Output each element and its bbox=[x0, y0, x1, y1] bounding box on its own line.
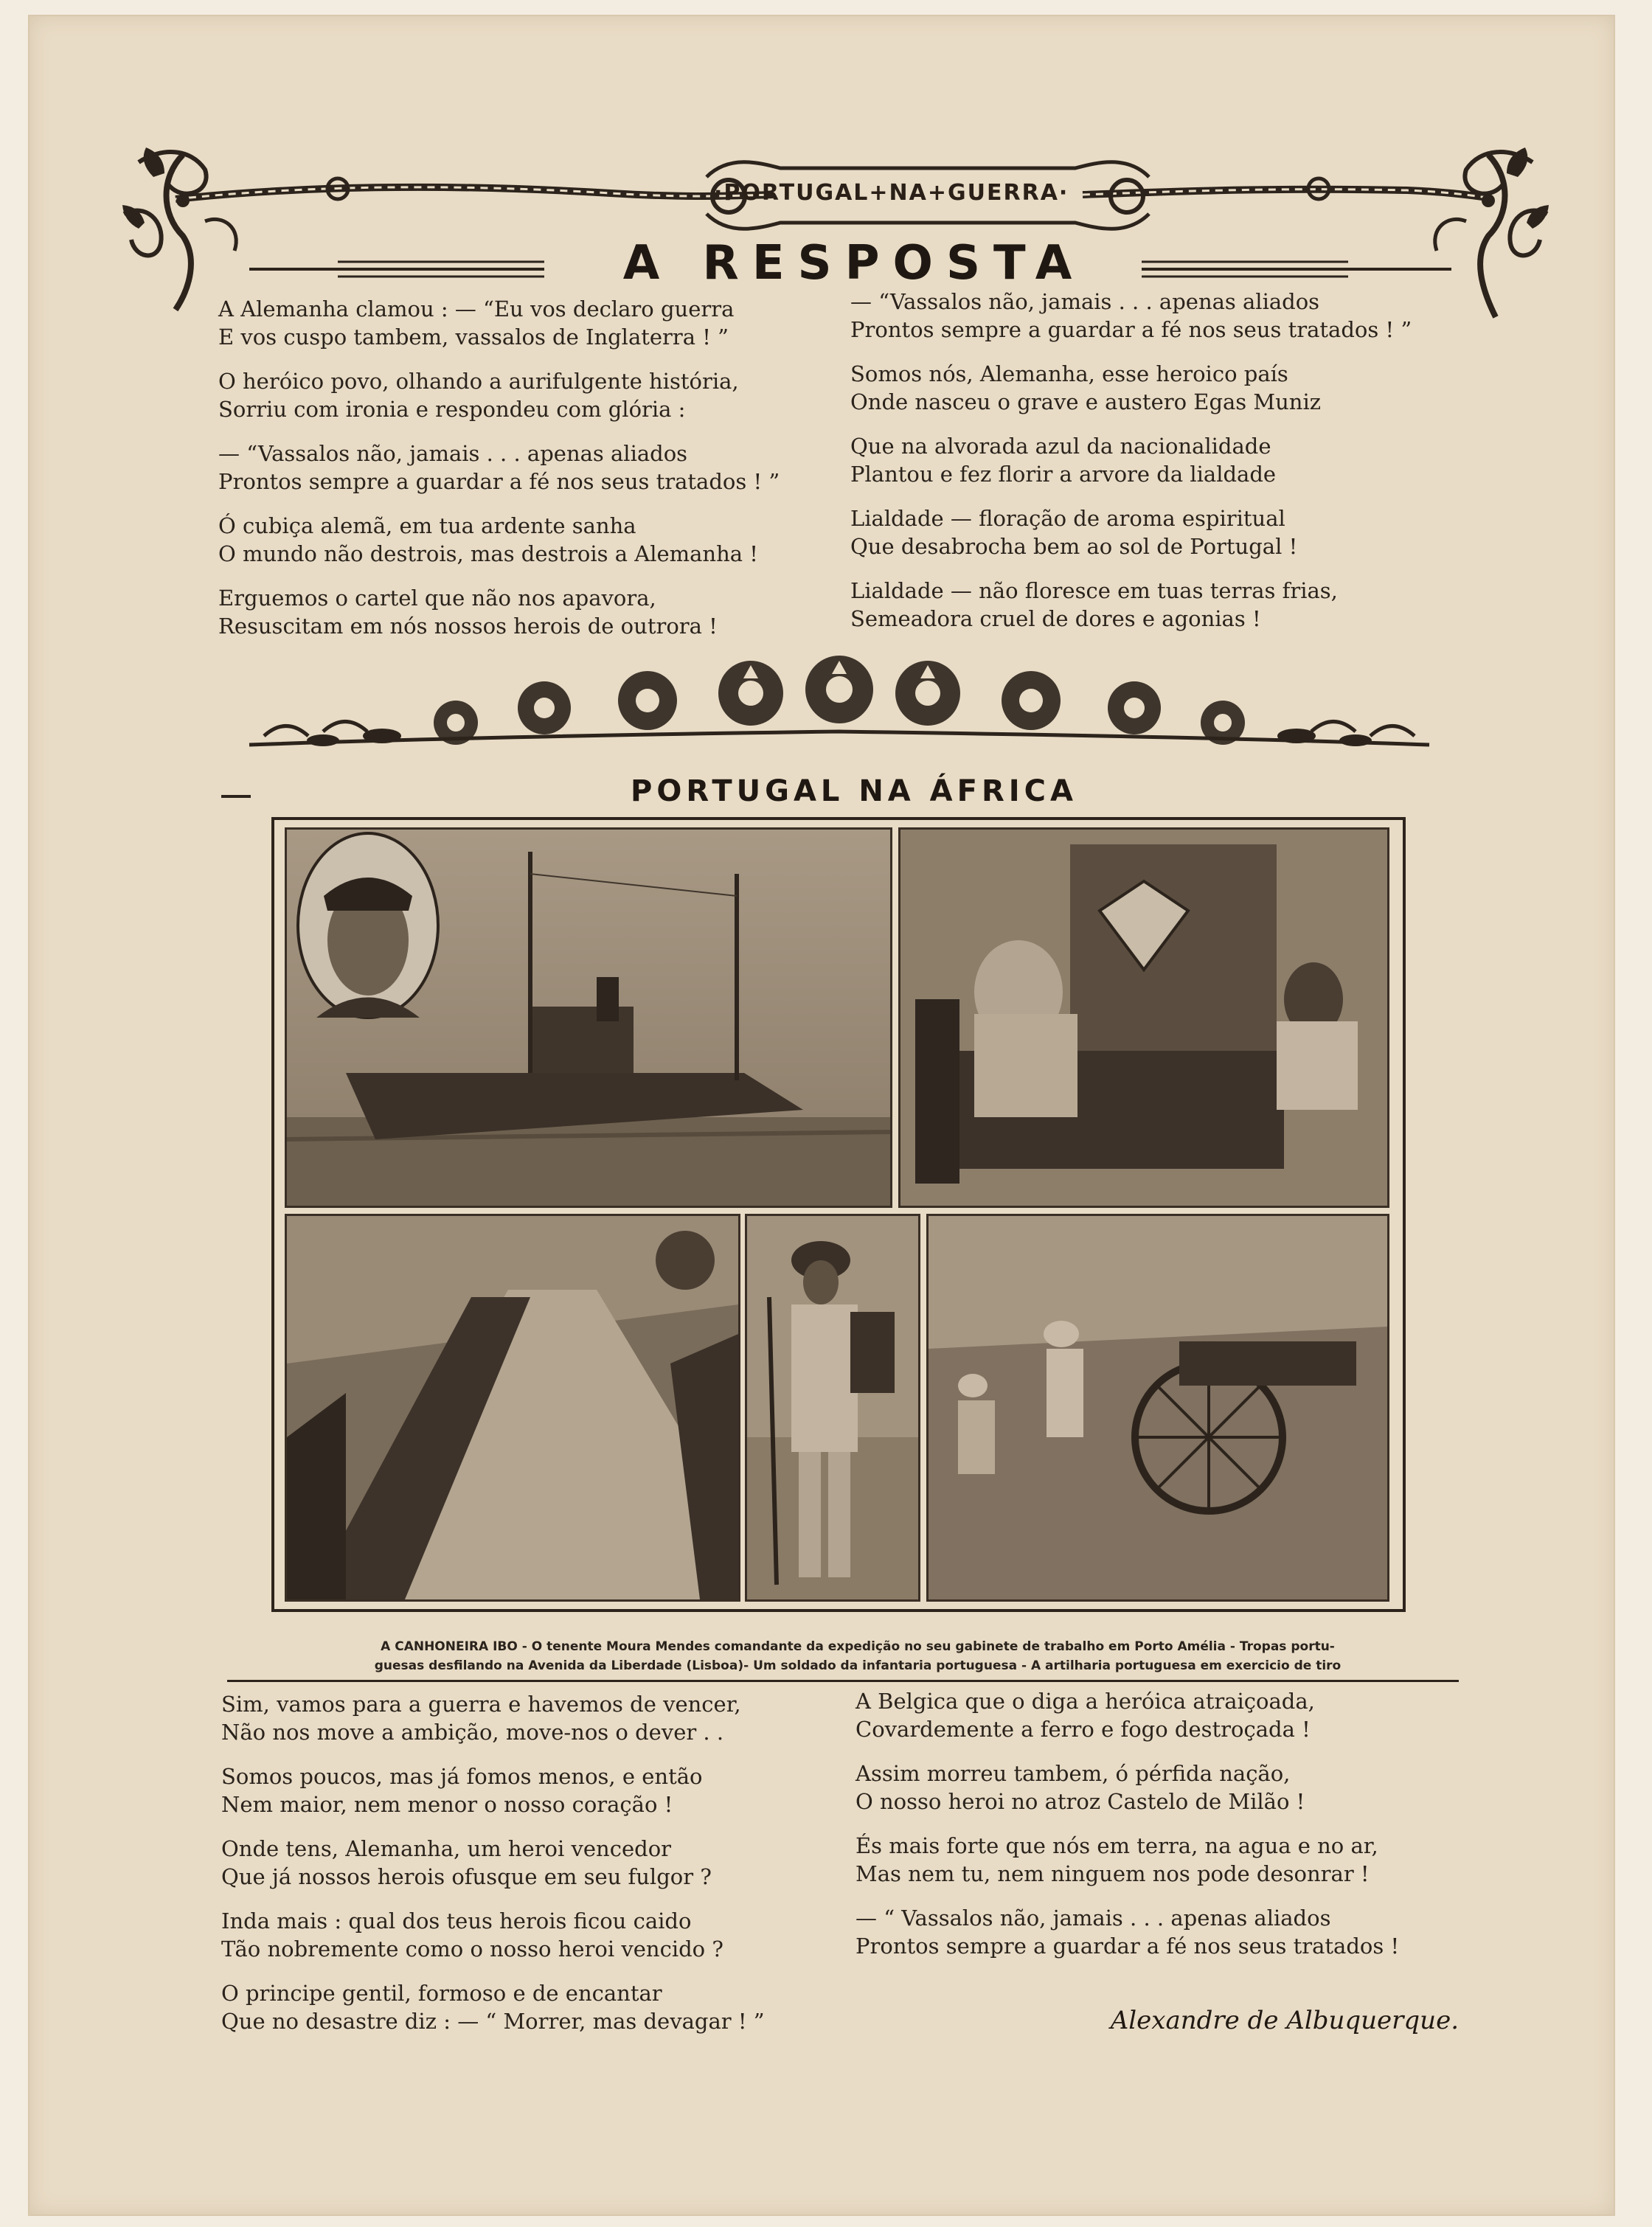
poem-line: — “ Vassalos não, jamais . . . apenas aliados bbox=[856, 1905, 1331, 1931]
poem-line: Que na alvorada azul da nacionalidade bbox=[850, 434, 1271, 459]
caption-line-2: guesas desfilando na Avenida da Liberdade (Lisboa)- Um soldado da infantaria portuguesa - A artilharia portuguesa em exercicio de tiro bbox=[374, 1658, 1342, 1673]
poem-line: Onde tens, Alemanha, um heroi vencedor bbox=[221, 1836, 672, 1861]
poem-bottom-right-column bbox=[856, 1687, 1460, 1976]
author-signature: Alexandre de Albuquerque. bbox=[1110, 2006, 1459, 2035]
poem-line: Sim, vamos para a guerra e havemos de vencer, bbox=[221, 1692, 741, 1717]
stanza bbox=[856, 1832, 1460, 1888]
poem-line: Assim morreu tambem, ó pérfida nação, bbox=[856, 1761, 1291, 1786]
stanza bbox=[850, 504, 1440, 560]
poem-line: — “Vassalos não, jamais . . . apenas aliados bbox=[850, 289, 1320, 314]
stanza bbox=[218, 584, 838, 640]
stanza bbox=[218, 367, 838, 423]
poem-line: Covardemente a ferro e fogo destroçada ! bbox=[856, 1717, 1311, 1742]
poem-line: Resuscitam em nós nossos herois de outrora ! bbox=[218, 614, 718, 639]
poem-line: O principe gentil, formoso e de encantar bbox=[221, 1981, 662, 2006]
stanza bbox=[850, 577, 1440, 633]
stanza bbox=[850, 432, 1440, 488]
stanza bbox=[218, 295, 838, 351]
poem-top-left-column bbox=[218, 295, 838, 656]
poem-line: Nem maior, nem menor o nosso coração ! bbox=[221, 1792, 673, 1817]
poem-line: Que já nossos herois ofusque em seu fulgor ? bbox=[221, 1864, 712, 1889]
office-photo bbox=[898, 827, 1389, 1208]
poem-line: A Belgica que o diga a heróica atraiçoada, bbox=[856, 1689, 1315, 1714]
caption-line-1: A CANHONEIRA IBO - O tenente Moura Mendes comandante da expedição no seu gabinete de trabalho em Porto Amélia - Tropas portu- bbox=[381, 1639, 1335, 1654]
poem-line: Prontos sempre a guardar a fé nos seus tratados ! ” bbox=[850, 317, 1412, 342]
poem-line: — “Vassalos não, jamais . . . apenas aliados bbox=[218, 441, 688, 466]
poem-line: És mais forte que nós em terra, na agua e no ar, bbox=[856, 1833, 1378, 1858]
poem-line: Prontos sempre a guardar a fé nos seus tratados ! bbox=[856, 1934, 1400, 1959]
poem-bottom-left-column bbox=[221, 1690, 856, 2051]
poem-line: Erguemos o cartel que não nos apavora, bbox=[218, 586, 656, 611]
stanza bbox=[221, 1690, 856, 1746]
banner-text: ·PORTUGAL+NA+GUERRA· bbox=[714, 180, 1069, 206]
stanza bbox=[221, 1762, 856, 1818]
poem-line: O mundo não destrois, mas destrois a Alemanha ! bbox=[218, 541, 758, 566]
poem-line: Sorriu com ironia e respondeu com glória : bbox=[218, 397, 686, 422]
stanza bbox=[850, 288, 1440, 344]
parade-photo bbox=[285, 1214, 740, 1602]
gunboat-photo bbox=[285, 827, 892, 1208]
poem-line: Inda mais : qual dos teus herois ficou caido bbox=[221, 1908, 692, 1934]
stanza bbox=[856, 1759, 1460, 1816]
floral-divider-ornament bbox=[235, 649, 1444, 767]
poem-line: O heróico povo, olhando a aurifulgente história, bbox=[218, 369, 739, 394]
stanza bbox=[221, 1907, 856, 1963]
photo-caption bbox=[279, 1637, 1437, 1675]
poem-line: Lialdade — não floresce em tuas terras frias, bbox=[850, 578, 1338, 603]
poem-line: Onde nasceu o grave e austero Egas Muniz bbox=[850, 389, 1322, 414]
poem-line: Plantou e fez florir a arvore da lialdade bbox=[850, 462, 1277, 487]
artillery-photo bbox=[926, 1214, 1389, 1602]
poem-line: Tão nobremente como o nosso heroi vencido ? bbox=[221, 1936, 723, 1962]
poem-top-right-column bbox=[850, 288, 1440, 649]
poem-line: Prontos sempre a guardar a fé nos seus tratados ! ” bbox=[218, 469, 780, 494]
poem-line: Que no desastre diz : — “ Morrer, mas devagar ! ” bbox=[221, 2009, 765, 2034]
poem-line: E vos cuspo tambem, vassalos de Inglaterra ! ” bbox=[218, 324, 729, 350]
section-rule-left bbox=[221, 795, 251, 798]
poem-line: A Alemanha clamou : — “Eu vos declaro guerra bbox=[218, 296, 735, 322]
magazine-page bbox=[28, 15, 1615, 2216]
soldier-photo bbox=[745, 1214, 920, 1602]
section-title: PORTUGAL NA ÁFRICA bbox=[631, 774, 1077, 808]
poem-line: Semeadora cruel de dores e agonias ! bbox=[850, 606, 1261, 631]
page-title: A RESPOSTA bbox=[622, 236, 1086, 291]
poem-line: Lialdade — floração de aroma espiritual bbox=[850, 506, 1285, 531]
poem-line: Mas nem tu, nem ninguem nos pode desonrar ! bbox=[856, 1861, 1370, 1886]
stanza bbox=[221, 1979, 856, 2035]
poem-line: O nosso heroi no atroz Castelo de Milão ! bbox=[856, 1789, 1305, 1814]
poem-line: Ó cubiça alemã, em tua ardente sanha bbox=[218, 513, 636, 538]
poem-line: Somos poucos, mas já fomos menos, e então bbox=[221, 1764, 703, 1789]
stanza bbox=[221, 1835, 856, 1891]
stanza bbox=[856, 1904, 1460, 1960]
stanza bbox=[218, 512, 838, 568]
poem-line: Não nos move a ambição, move-nos o dever . . bbox=[221, 1720, 724, 1745]
poem-line: Que desabrocha bem ao sol de Portugal ! bbox=[850, 534, 1298, 559]
poem-line: Somos nós, Alemanha, esse heroico país bbox=[850, 361, 1288, 386]
stanza bbox=[218, 440, 838, 496]
stanza bbox=[850, 360, 1440, 416]
stanza bbox=[856, 1687, 1460, 1743]
caption-rule bbox=[227, 1680, 1459, 1682]
